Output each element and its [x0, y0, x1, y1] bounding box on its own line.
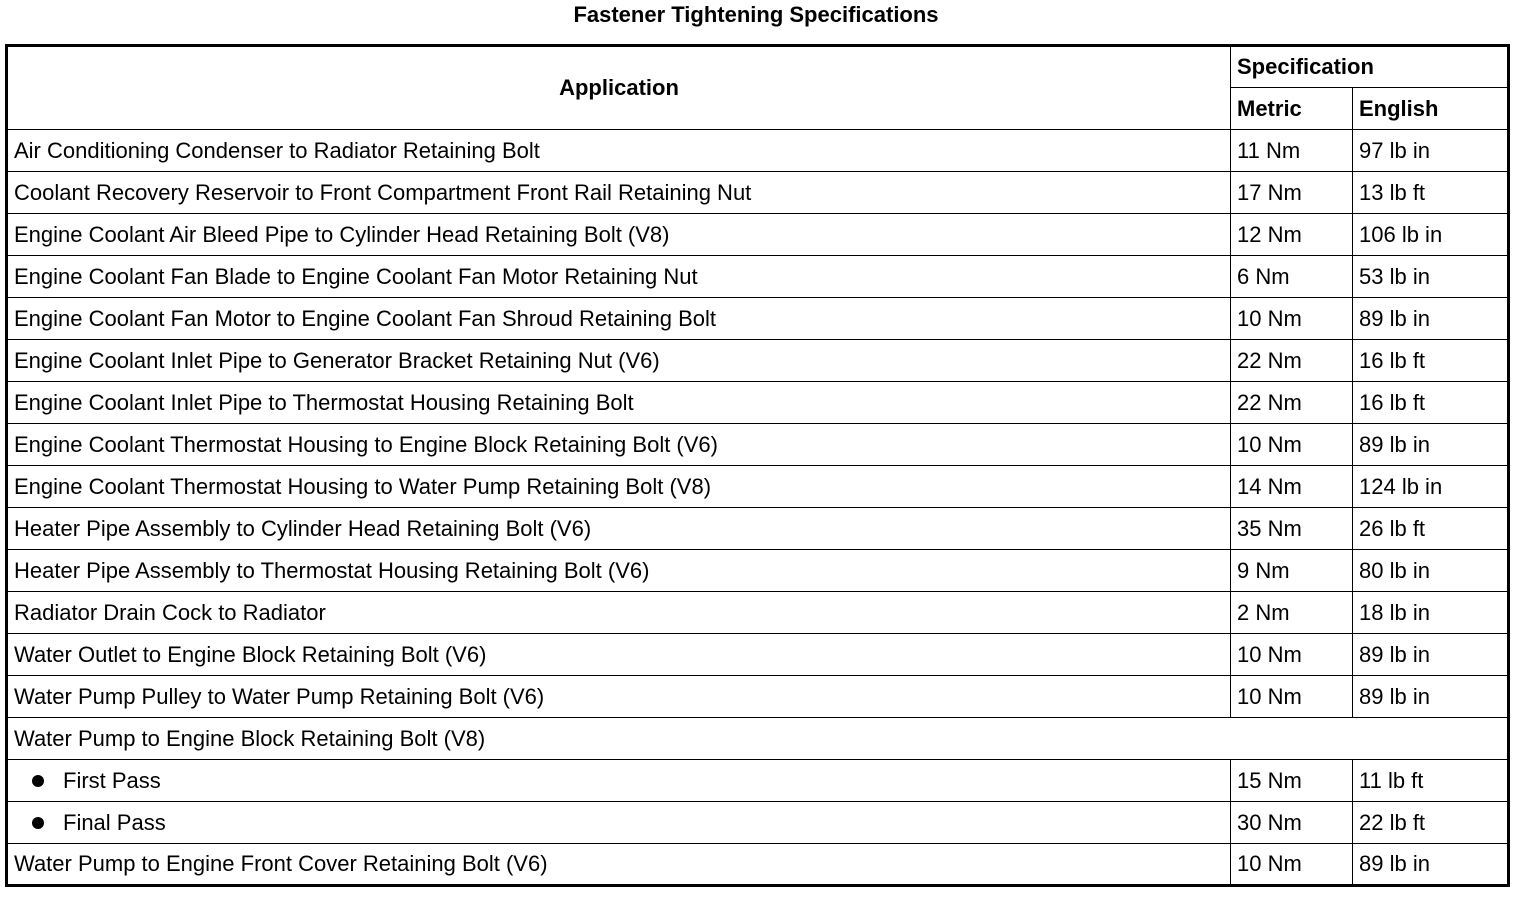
- document-title: Fastener Tightening Specifications: [573, 2, 939, 27]
- english-cell: 89 lb in: [1353, 844, 1509, 886]
- application-cell: Water Outlet to Engine Block Retaining Bolt (V6): [7, 634, 1231, 676]
- application-cell: Engine Coolant Thermostat Housing to Engine Block Retaining Bolt (V6): [7, 424, 1231, 466]
- table-row: [7, 382, 1509, 424]
- english-cell: 106 lb in: [1353, 214, 1509, 256]
- pass-application-cell: [7, 802, 1231, 844]
- metric-cell: 22 Nm: [1231, 382, 1353, 424]
- metric-cell: 9 Nm: [1231, 550, 1353, 592]
- table-row: [7, 508, 1509, 550]
- pass-label: Final Pass: [63, 809, 166, 835]
- metric-cell: 22 Nm: [1231, 340, 1353, 382]
- table-row: [7, 466, 1509, 508]
- group-heading-row: [7, 718, 1509, 760]
- table-row: [7, 298, 1509, 340]
- english-cell: 53 lb in: [1353, 256, 1509, 298]
- metric-header: Metric: [1231, 88, 1353, 130]
- metric-cell: 12 Nm: [1231, 214, 1353, 256]
- metric-cell: 15 Nm: [1231, 760, 1353, 802]
- metric-cell: 2 Nm: [1231, 592, 1353, 634]
- metric-cell: 10 Nm: [1231, 844, 1353, 886]
- application-cell: Engine Coolant Thermostat Housing to Water Pump Retaining Bolt (V8): [7, 466, 1231, 508]
- application-cell: Radiator Drain Cock to Radiator: [7, 592, 1231, 634]
- english-cell: 124 lb in: [1353, 466, 1509, 508]
- english-cell: 89 lb in: [1353, 634, 1509, 676]
- table-row: [7, 550, 1509, 592]
- application-cell: Heater Pipe Assembly to Thermostat Housing Retaining Bolt (V6): [7, 550, 1231, 592]
- table-row: [7, 424, 1509, 466]
- bullet-icon: [32, 775, 44, 787]
- english-cell: 16 lb ft: [1353, 382, 1509, 424]
- metric-cell: 11 Nm: [1231, 130, 1353, 172]
- metric-cell: 10 Nm: [1231, 298, 1353, 340]
- pass-row: [7, 802, 1509, 844]
- metric-cell: 17 Nm: [1231, 172, 1353, 214]
- table-row: [7, 340, 1509, 382]
- application-cell: Air Conditioning Condenser to Radiator Retaining Bolt: [7, 130, 1231, 172]
- application-cell: Water Pump to Engine Front Cover Retaining Bolt (V6): [7, 844, 1231, 886]
- table-row: [7, 844, 1509, 886]
- table-row: [7, 172, 1509, 214]
- table-row: [7, 634, 1509, 676]
- table-row: [7, 676, 1509, 718]
- english-cell: 89 lb in: [1353, 676, 1509, 718]
- english-cell: 89 lb in: [1353, 424, 1509, 466]
- metric-cell: 35 Nm: [1231, 508, 1353, 550]
- english-cell: 18 lb in: [1353, 592, 1509, 634]
- application-cell: Engine Coolant Fan Motor to Engine Coolant Fan Shroud Retaining Bolt: [7, 298, 1231, 340]
- group-application-cell: Water Pump to Engine Block Retaining Bolt (V8): [7, 718, 1509, 760]
- english-cell: 13 lb ft: [1353, 172, 1509, 214]
- pass-label: First Pass: [63, 767, 161, 793]
- metric-cell: 6 Nm: [1231, 256, 1353, 298]
- english-cell: 22 lb ft: [1353, 802, 1509, 844]
- application-cell: Water Pump Pulley to Water Pump Retaining Bolt (V6): [7, 676, 1231, 718]
- table-row: [7, 130, 1509, 172]
- specification-header: Specification: [1231, 46, 1509, 88]
- application-cell: Engine Coolant Air Bleed Pipe to Cylinder Head Retaining Bolt (V8): [7, 214, 1231, 256]
- metric-cell: 10 Nm: [1231, 634, 1353, 676]
- english-cell: 16 lb ft: [1353, 340, 1509, 382]
- english-cell: 97 lb in: [1353, 130, 1509, 172]
- application-cell: Coolant Recovery Reservoir to Front Compartment Front Rail Retaining Nut: [7, 172, 1231, 214]
- application-cell: Heater Pipe Assembly to Cylinder Head Retaining Bolt (V6): [7, 508, 1231, 550]
- pass-application-cell: [7, 760, 1231, 802]
- fastener-spec-table: [5, 44, 1510, 887]
- english-cell: 80 lb in: [1353, 550, 1509, 592]
- table-row: [7, 256, 1509, 298]
- english-cell: 26 lb ft: [1353, 508, 1509, 550]
- bullet-icon: [32, 817, 44, 829]
- metric-cell: 30 Nm: [1231, 802, 1353, 844]
- pass-row: [7, 760, 1509, 802]
- english-cell: 89 lb in: [1353, 298, 1509, 340]
- application-header: Application: [7, 46, 1231, 130]
- english-cell: 11 lb ft: [1353, 760, 1509, 802]
- english-header: English: [1353, 88, 1509, 130]
- metric-cell: 10 Nm: [1231, 424, 1353, 466]
- table-row: [7, 592, 1509, 634]
- application-cell: Engine Coolant Inlet Pipe to Generator Bracket Retaining Nut (V6): [7, 340, 1231, 382]
- table-row: [7, 214, 1509, 256]
- metric-cell: 10 Nm: [1231, 676, 1353, 718]
- application-cell: Engine Coolant Inlet Pipe to Thermostat Housing Retaining Bolt: [7, 382, 1231, 424]
- metric-cell: 14 Nm: [1231, 466, 1353, 508]
- application-cell: Engine Coolant Fan Blade to Engine Coolant Fan Motor Retaining Nut: [7, 256, 1231, 298]
